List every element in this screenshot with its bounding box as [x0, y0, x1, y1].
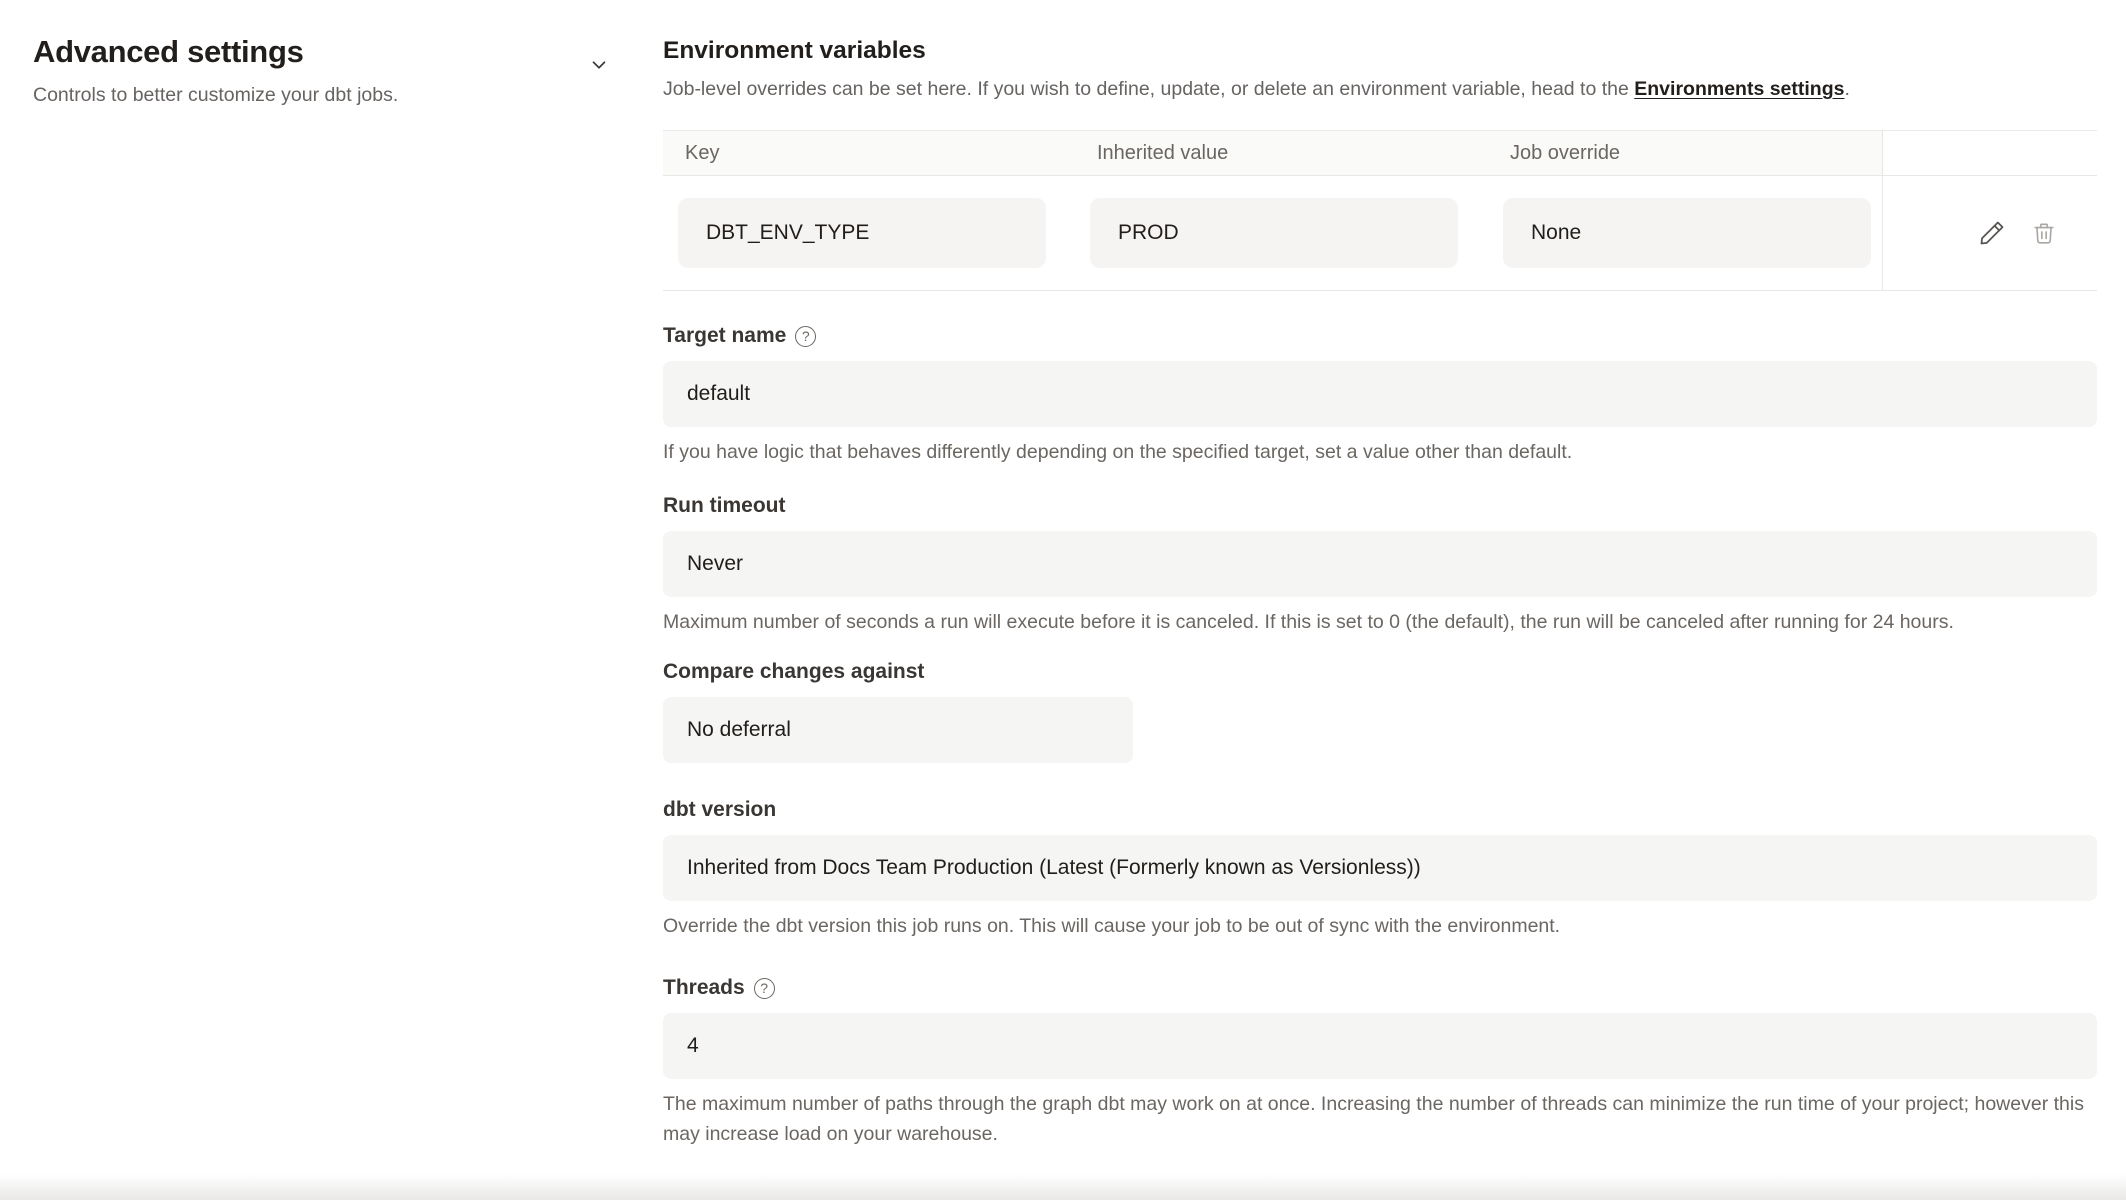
edit-env-var-button[interactable]: [1977, 218, 2007, 248]
dbt-version-label: dbt version: [663, 798, 777, 821]
page-subtitle: Controls to better customize your dbt jobs.: [33, 84, 399, 106]
delete-env-var-button[interactable]: [2029, 218, 2059, 248]
env-var-job-override-field[interactable]: None: [1503, 198, 1871, 268]
column-header-key: Key: [685, 141, 720, 164]
chevron-down-icon: [588, 54, 610, 76]
threads-helper: The maximum number of paths through the graph dbt may work on at once. Increasing the number of threads can minimize the run time of your project; however this may increase load on your warehouse.: [663, 1093, 2084, 1145]
description-text: Job-level overrides can be set here. If you wish to define, update, or delete an environment variable, head to the: [663, 78, 1635, 100]
trash-icon: [2031, 220, 2057, 246]
page-title: Advanced settings: [33, 34, 304, 69]
environments-settings-link[interactable]: Environments settings: [1634, 78, 1845, 100]
advanced-settings-panel-header: [33, 34, 578, 108]
section-title: Environment variables: [663, 37, 926, 64]
compare-changes-label: Compare changes against: [663, 660, 925, 683]
env-var-inherited-value-field[interactable]: PROD: [1090, 198, 1458, 268]
field-group-target-name: [663, 323, 2097, 467]
target-name-input[interactable]: default: [663, 361, 2097, 427]
threads-input[interactable]: 4: [663, 1013, 2097, 1079]
field-group-compare-changes: [663, 659, 2097, 763]
field-group-run-timeout: [663, 493, 2097, 637]
env-var-key-field[interactable]: DBT_ENV_TYPE: [678, 198, 1046, 268]
env-vars-table-header: [663, 131, 2097, 176]
dbt-version-helper: Override the dbt version this job runs on. This will cause your job to be out of sync with the environment.: [663, 915, 1561, 937]
pencil-icon: [1978, 219, 2006, 247]
compare-changes-select[interactable]: No deferral: [663, 697, 1133, 763]
run-timeout-helper: Maximum number of seconds a run will execute before it is canceled. If this is set to 0 (the default), the run will be canceled after running for 24 hours.: [663, 611, 1954, 633]
section-description: [663, 74, 2097, 104]
target-name-label: Target name: [663, 324, 787, 347]
field-group-threads: [663, 975, 2097, 1149]
help-icon[interactable]: ?: [795, 326, 816, 347]
dbt-version-select[interactable]: Inherited from Docs Team Production (Latest (Formerly known as Versionless)): [663, 835, 2097, 901]
threads-label: Threads: [663, 976, 745, 999]
row-actions: [1882, 176, 2097, 290]
column-header-job-override: Job override: [1510, 141, 1621, 164]
column-header-inherited-value: Inherited value: [1097, 141, 1229, 164]
run-timeout-input[interactable]: Never: [663, 531, 2097, 597]
description-period: .: [1844, 78, 1850, 100]
column-header-actions: [1882, 131, 2097, 175]
bottom-scroll-fade: [0, 1174, 2126, 1200]
field-group-dbt-version: [663, 797, 2097, 941]
table-row: [663, 176, 2097, 291]
target-name-helper: If you have logic that behaves differently depending on the specified target, set a value other than default.: [663, 441, 1573, 463]
environment-variables-section: [663, 34, 2097, 1149]
help-icon[interactable]: ?: [754, 978, 775, 999]
env-vars-table: [663, 130, 2097, 291]
collapse-section-button[interactable]: [586, 52, 612, 78]
run-timeout-label: Run timeout: [663, 494, 786, 517]
